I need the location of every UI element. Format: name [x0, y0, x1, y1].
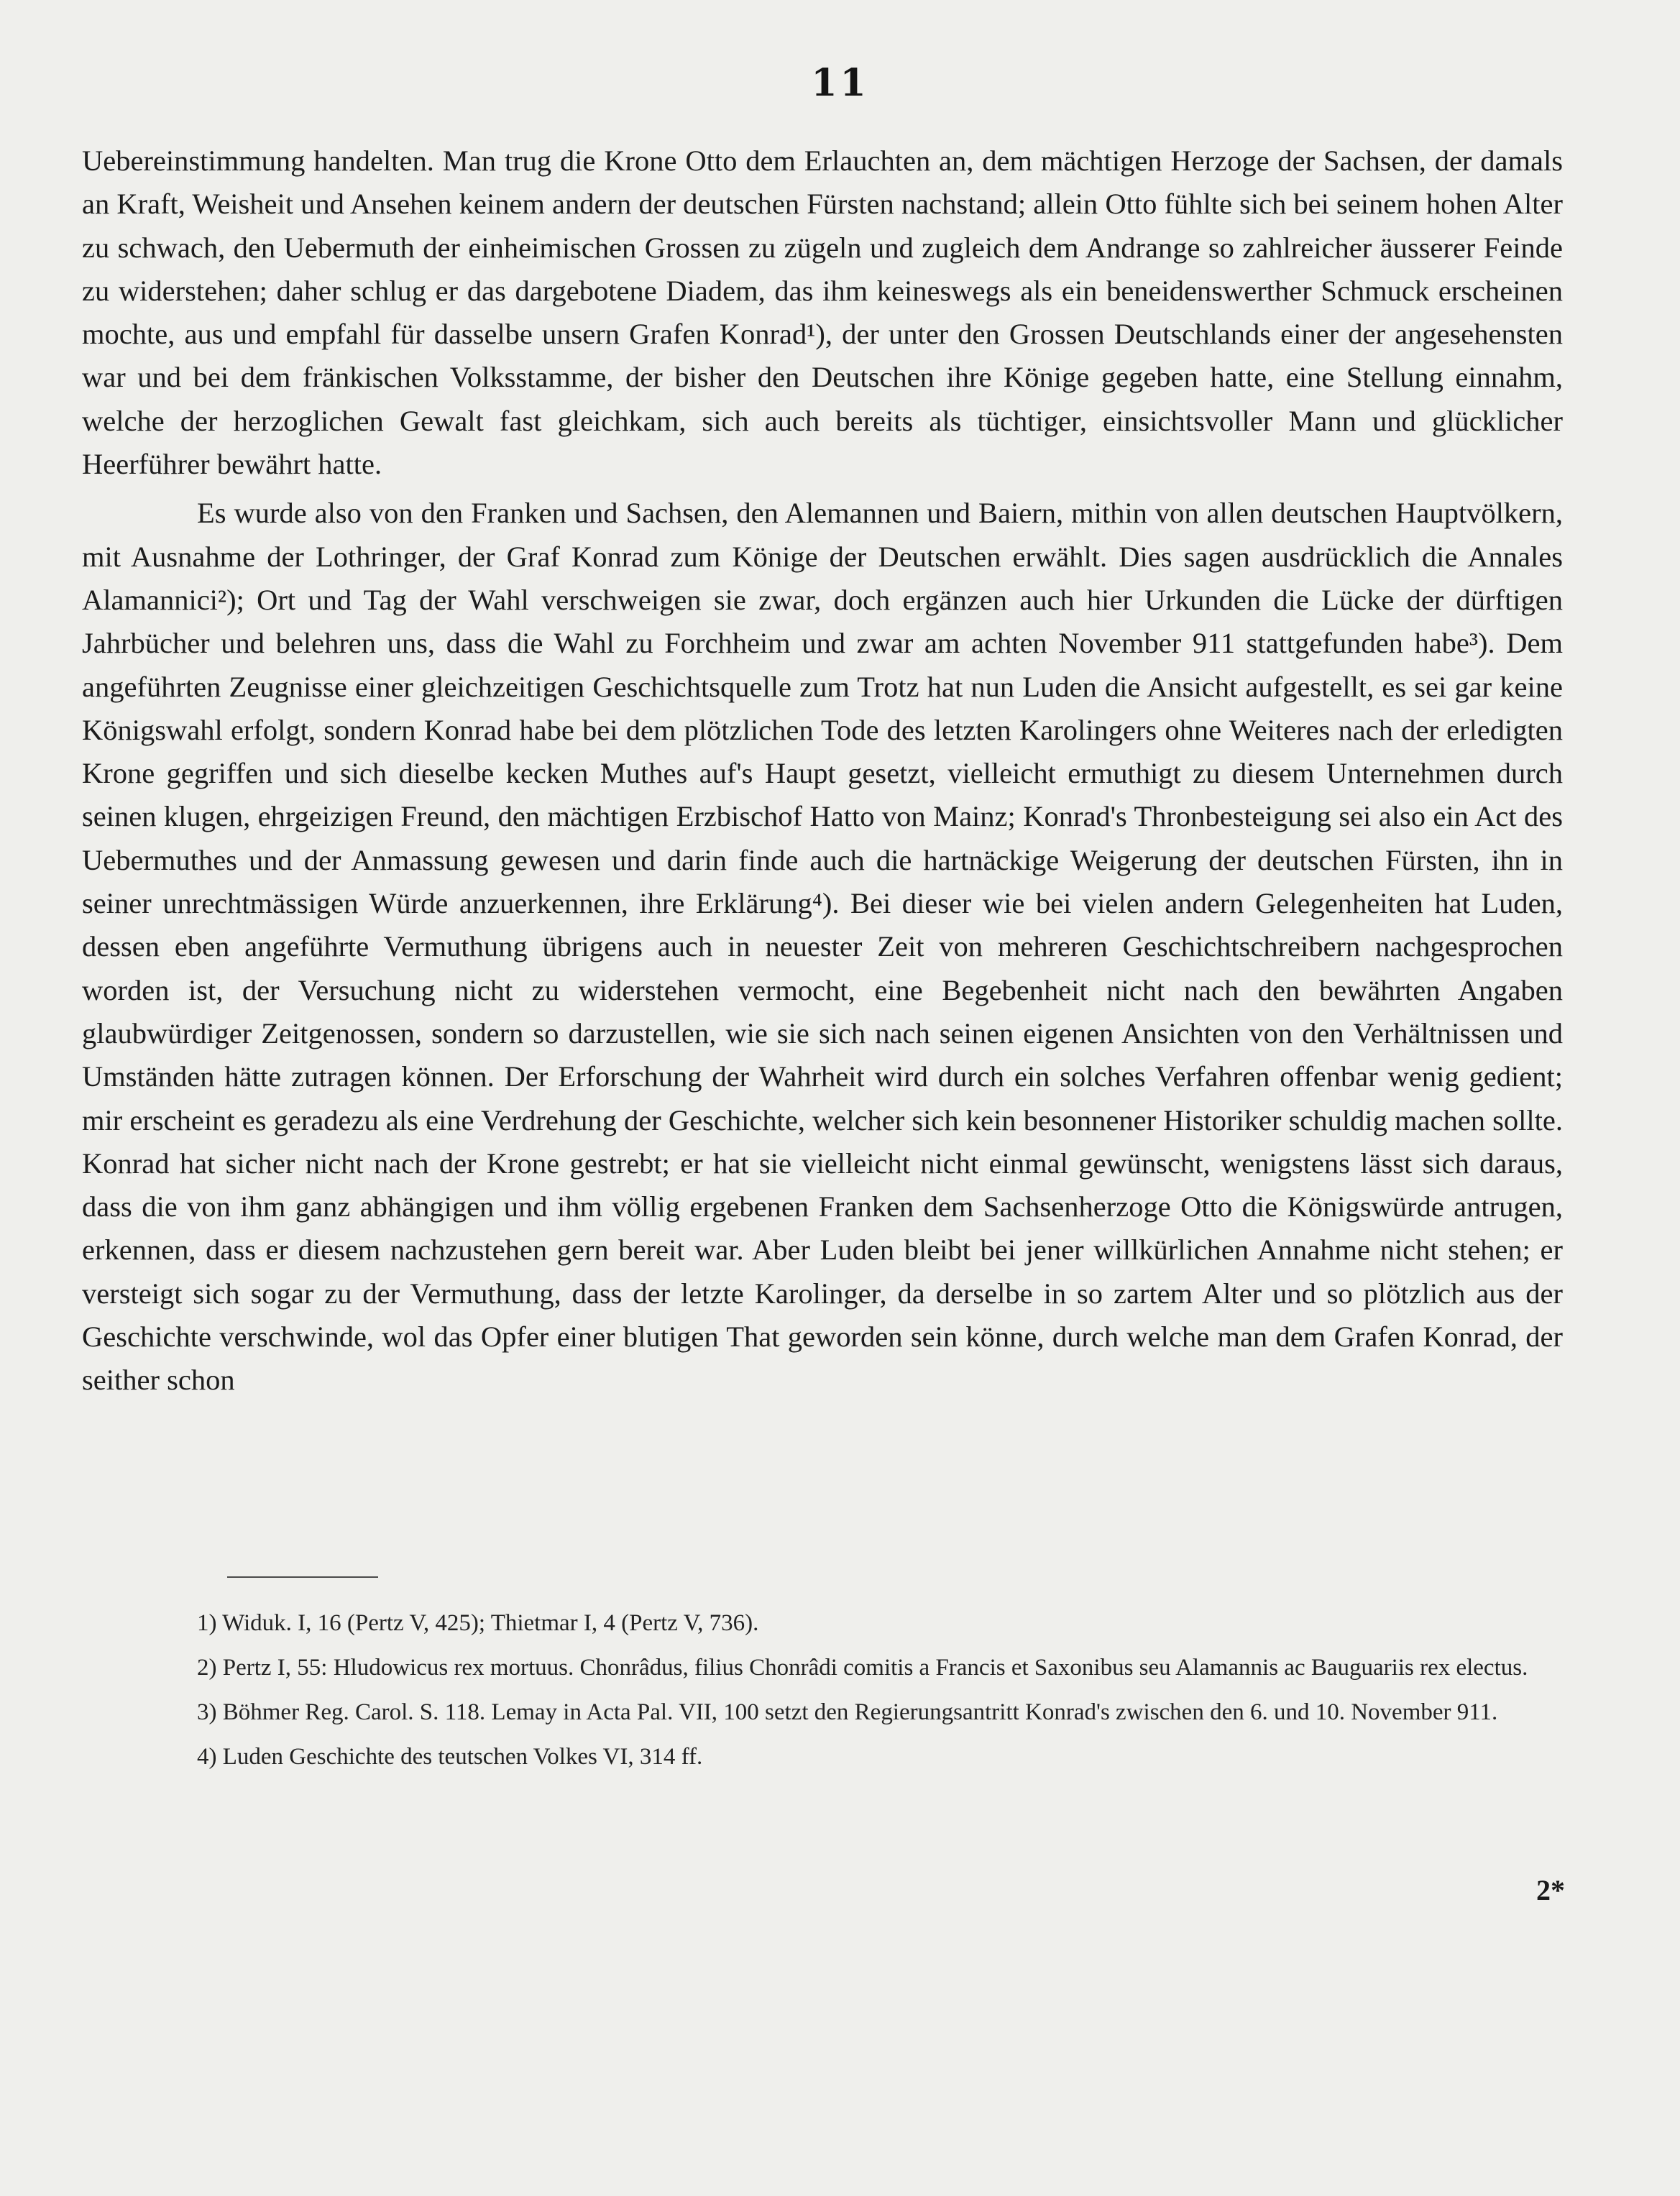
footnote-1: 1) Widuk. I, 16 (Pertz V, 425); Thietmar I, 4 (Pertz V, 736). — [197, 1610, 759, 1636]
footnote-separator — [227, 1576, 378, 1578]
printer-signature-mark: 2* — [1536, 1874, 1565, 1906]
page-number: 11 — [811, 61, 869, 105]
paragraph-1: Uebereinstimmung handelten. Man trug die Krone Otto dem Erlauchten an, dem mächtigen Herzoge der Sachsen, der damals an Kraft, Weisheit und Ansehen keinem andern der deutschen Fürsten nachstand; allein Otto fühlte sich bei seinem hohen Alter zu schwach, den Uebermuth der einheimischen Grossen zu zügeln und zugleich dem Andrange so zahlreicher äusserer Feinde zu widerstehen; daher schlug er das dargebotene Diadem, das ihm keineswegs als ein beneidenswerther Schmuck erscheinen mochte, aus und empfahl für dasselbe unsern Grafen Konrad¹), der unter den Grossen Deutschlands einer der angesehensten war und bei dem fränkischen Volksstamme, der bisher den Deutschen ihre Könige gegeben hatte, eine Stellung einnahm, welche der herzoglichen Gewalt fast gleichkam, sich auch bereits als tüchtiger, einsichtsvoller Mann und glücklicher Heerführer bewährt hatte. — [82, 144, 1563, 481]
footnotes — [82, 1604, 1563, 1783]
footnote-4: 4) Luden Geschichte des teutschen Volkes VI, 314 ff. — [197, 1744, 703, 1770]
footnote-2: 2) Pertz I, 55: Hludowicus rex mortuus. Chonrâdus, filius Chonrâdi comitis a Francis et Saxonibus seu Alamannis ac Bauguariis rex electus. — [197, 1655, 1528, 1681]
paragraph-2: Es wurde also von den Franken und Sachsen, den Alemannen und Baiern, mithin von allen deutschen Hauptvölkern, mit Ausnahme der Lothringer, der Graf Konrad zum Könige der Deutschen erwählt. Dies sagen ausdrücklich die Annales Alamannici²); Ort und Tag der Wahl verschweigen sie zwar, doch ergänzen auch hier Urkunden die Lücke der dürftigen Jahrbücher und belehren uns, dass die Wahl zu Forchheim und zwar am achten November 911 stattgefunden habe³). Dem angeführten Zeugnisse einer gleichzeitigen Geschichtsquelle zum Trotz hat nun Luden die Ansicht aufgestellt, es sei gar keine Königswahl erfolgt, sondern Konrad habe bei dem plötzlichen Tode des letzten Karolingers ohne Weiteres nach der erledigten Krone gegriffen und sich dieselbe kecken Muthes auf's Haupt gesetzt, vielleicht ermuthigt zu diesem Unternehmen durch seinen klugen, ehrgeizigen Freund, den mächtigen Erzbischof Hatto von Mainz; Konrad's Thronbesteigung sei also ein Act des Uebermuthes und der Anmassung gewesen und darin finde auch die hartnäckige Weigerung der deutschen Fürsten, ihn in seiner unrechtmässigen Würde anzuerkennen, ihre Erklärung⁴). Bei dieser wie bei vielen andern Gelegenheiten hat Luden, dessen eben angeführte Vermuthung übrigens auch in neuester Zeit von mehreren Geschichtschreibern nachgesprochen worden ist, der Versuchung nicht zu widerstehen vermocht, eine Begebenheit nicht nach den bewährten Angaben glaubwürdiger Zeitgenossen, sondern so darzustellen, wie sie sich nach seinen eigenen Ansichten von den Verhältnissen und Umständen hätte zutragen können. Der Erforschung der Wahrheit wird durch ein solches Verfahren offenbar wenig gedient; mir erscheint es geradezu als eine Verdrehung der Geschichte, welcher sich kein besonnener Historiker schuldig machen sollte. Konrad hat sicher nicht nach der Krone gestrebt; er hat sie vielleicht nicht einmal gewünscht, wenigstens lässt sich daraus, dass die von ihm ganz abhängigen und ihm völlig ergebenen Franken dem Sachsenherzoge Otto die Königswürde antrugen, erkennen, dass er diesem nachzustehen gern bereit war. Aber Luden bleibt bei jener willkürlichen Annahme nicht stehen; er versteigt sich sogar zu der Vermuthung, dass der letzte Karolinger, da derselbe in so zartem Alter und so plötzlich aus der Geschichte verschwinde, wol das Opfer einer blutigen That geworden sein könne, durch welche man dem Grafen Konrad, der seither schon — [82, 497, 1563, 1397]
main-text — [82, 139, 1563, 1402]
footnote-3: 3) Böhmer Reg. Carol. S. 118. Lemay in Acta Pal. VII, 100 setzt den Regierungsantritt Konrad's zwischen den 6. und 10. November 911. — [197, 1699, 1498, 1725]
